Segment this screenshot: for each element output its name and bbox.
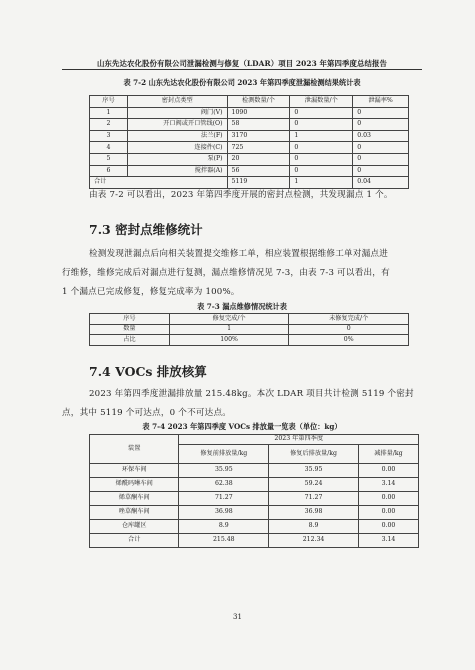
table-7-2-caption: 表 7-2 山东先达农化股份有限公司 2023 年第四季度泄漏检测结果统计表 [123,78,361,87]
cell-reduction: 0.00 [358,506,418,520]
cell-detected: 725 [227,142,290,154]
cell-before: 62.38 [179,478,269,492]
col-header-leak-rate: 泄漏率% [353,96,409,108]
cell-before: 36.98 [179,506,269,520]
cell-detected: 1090 [227,107,290,119]
col-header-before: 修复前排放量/kg [179,445,269,464]
cell-unrepaired: 0% [289,335,409,346]
cell-detected: 20 [227,153,290,165]
table-row [90,107,409,119]
table-row [90,335,409,346]
cell-leak-rate: 0 [353,119,409,131]
table-row [90,478,419,492]
table-row [90,130,409,142]
repair-table [89,313,409,346]
running-header: 山东先达农化股份有限公司泄漏检测与修复（LDAR）项目 2023 年第四季度总结报告 [97,59,387,68]
cell-label: 数量 [90,324,170,335]
cell-reduction: 0.00 [358,492,418,506]
cell-leak-rate: 0 [353,142,409,154]
cell-device: 唑草酮车间 [90,506,179,520]
col-header-detected: 检测数量/个 [227,96,290,108]
paragraph-line: 1 个漏点已完成修复，修复完成率为 100%。 [62,287,240,297]
cell-after: 36.98 [269,506,359,520]
cell-reduction: 3.14 [358,534,418,548]
col-header-after: 修复后排放量/kg [269,445,359,464]
cell-detected: 56 [227,165,290,177]
cell-device: 烯酰吗啉车间 [90,478,179,492]
paragraph-line: 点，其中 5119 个可达点，0 个不可达点。 [62,408,232,418]
cell-before: 71.27 [179,492,269,506]
cell-total-leaks: 1 [290,177,353,189]
cell-after: 59.24 [269,478,359,492]
cell-detected: 58 [227,119,290,131]
col-header-index: 序号 [90,96,128,108]
cell-before: 35.95 [179,464,269,478]
cell-before: 215.48 [179,534,269,548]
cell-index: 2 [90,119,128,131]
paragraph-line: 检测发现泄漏点后向相关装置提交维修工单，相应装置根据维修工单对漏点进 [89,249,388,259]
cell-seal-type: 连接件(C) [127,142,227,154]
cell-index: 1 [90,107,128,119]
table-row [90,165,409,177]
cell-leaks: 1 [290,130,353,142]
table-total-row [90,534,419,548]
cell-after: 8.9 [269,520,359,534]
cell-device: 仓库罐区 [90,520,179,534]
cell-seal-type: 搅拌器(A) [127,165,227,177]
col-header-unrepaired: 未修复完成/个 [289,314,409,325]
col-header-seal-type: 密封点类型 [127,96,227,108]
cell-after: 71.27 [269,492,359,506]
cell-leaks: 0 [290,107,353,119]
table-row [90,324,409,335]
cell-detected: 3170 [227,130,290,142]
cell-leak-rate: 0 [353,107,409,119]
table-row [90,506,419,520]
vocs-emission-table [89,434,419,548]
cell-reduction: 3.14 [358,478,418,492]
header-rule [62,69,422,70]
cell-seal-type: 开口阀或开口管线(O) [127,119,227,131]
cell-before: 8.9 [179,520,269,534]
cell-unrepaired: 0 [289,324,409,335]
cell-total-detected: 5119 [227,177,290,189]
table-header-row [90,314,409,325]
cell-device: 烯草酮车间 [90,492,179,506]
cell-leak-rate: 0 [353,165,409,177]
cell-index: 5 [90,153,128,165]
col-header-repaired: 修复完成/个 [169,314,289,325]
table-row [90,153,409,165]
cell-repaired: 100% [169,335,289,346]
paragraph-line: 2023 年第四季度泄漏排放量 215.48kg。本次 LDAR 项目共计检测 5119 个密封 [89,389,414,399]
cell-index: 6 [90,165,128,177]
paragraph-table-7-2-summary: 由表 7-2 可以看出，2023 年第四季度开展的密封点检测，共发现漏点 1 个。 [89,190,393,200]
paragraph-line: 行维修，维修完成后对漏点进行复测，漏点维修情况见 7-3，由表 7-3 可以看出，有 [62,268,390,278]
table-header-row [90,96,409,108]
table-7-3-caption: 表 7-3 漏点维修情况统计表 [197,302,287,311]
cell-label: 占比 [90,335,170,346]
col-header-reduction: 减排量/kg [358,445,418,464]
cell-leaks: 0 [290,153,353,165]
leak-detection-table [89,95,409,189]
cell-device: 环保车间 [90,464,179,478]
cell-reduction: 0.00 [358,520,418,534]
cell-total-label: 合计 [90,177,228,189]
cell-leak-rate: 0.03 [353,130,409,142]
table-row [90,492,419,506]
col-header-period: 2023 年第四季度 [179,435,419,445]
table-row [90,119,409,131]
cell-after: 35.95 [269,464,359,478]
table-header-row [90,435,419,445]
cell-device: 合计 [90,534,179,548]
col-header-index: 序号 [90,314,170,325]
cell-reduction: 0.00 [358,464,418,478]
page-number: 31 [233,613,242,621]
cell-leaks: 0 [290,142,353,154]
cell-seal-type: 阀门(V) [127,107,227,119]
section-heading-7-4: 7.4 VOCs 排放核算 [89,364,207,379]
cell-seal-type: 法兰(F) [127,130,227,142]
cell-after: 212.34 [269,534,359,548]
cell-index: 3 [90,130,128,142]
section-heading-7-3: 7.3 密封点维修统计 [89,222,203,237]
table-row [90,142,409,154]
col-header-device: 装置 [90,435,179,464]
col-header-leaks: 泄漏数量/个 [290,96,353,108]
cell-seal-type: 泵(P) [127,153,227,165]
table-row [90,520,419,534]
cell-total-leak-rate: 0.04 [353,177,409,189]
cell-leak-rate: 0 [353,153,409,165]
cell-leaks: 0 [290,165,353,177]
table-7-4-caption: 表 7-4 2023 年第四季度 VOCs 排放量一览表（单位：kg） [142,422,342,431]
table-row [90,464,419,478]
cell-leaks: 0 [290,119,353,131]
cell-repaired: 1 [169,324,289,335]
cell-index: 4 [90,142,128,154]
table-total-row [90,177,409,189]
